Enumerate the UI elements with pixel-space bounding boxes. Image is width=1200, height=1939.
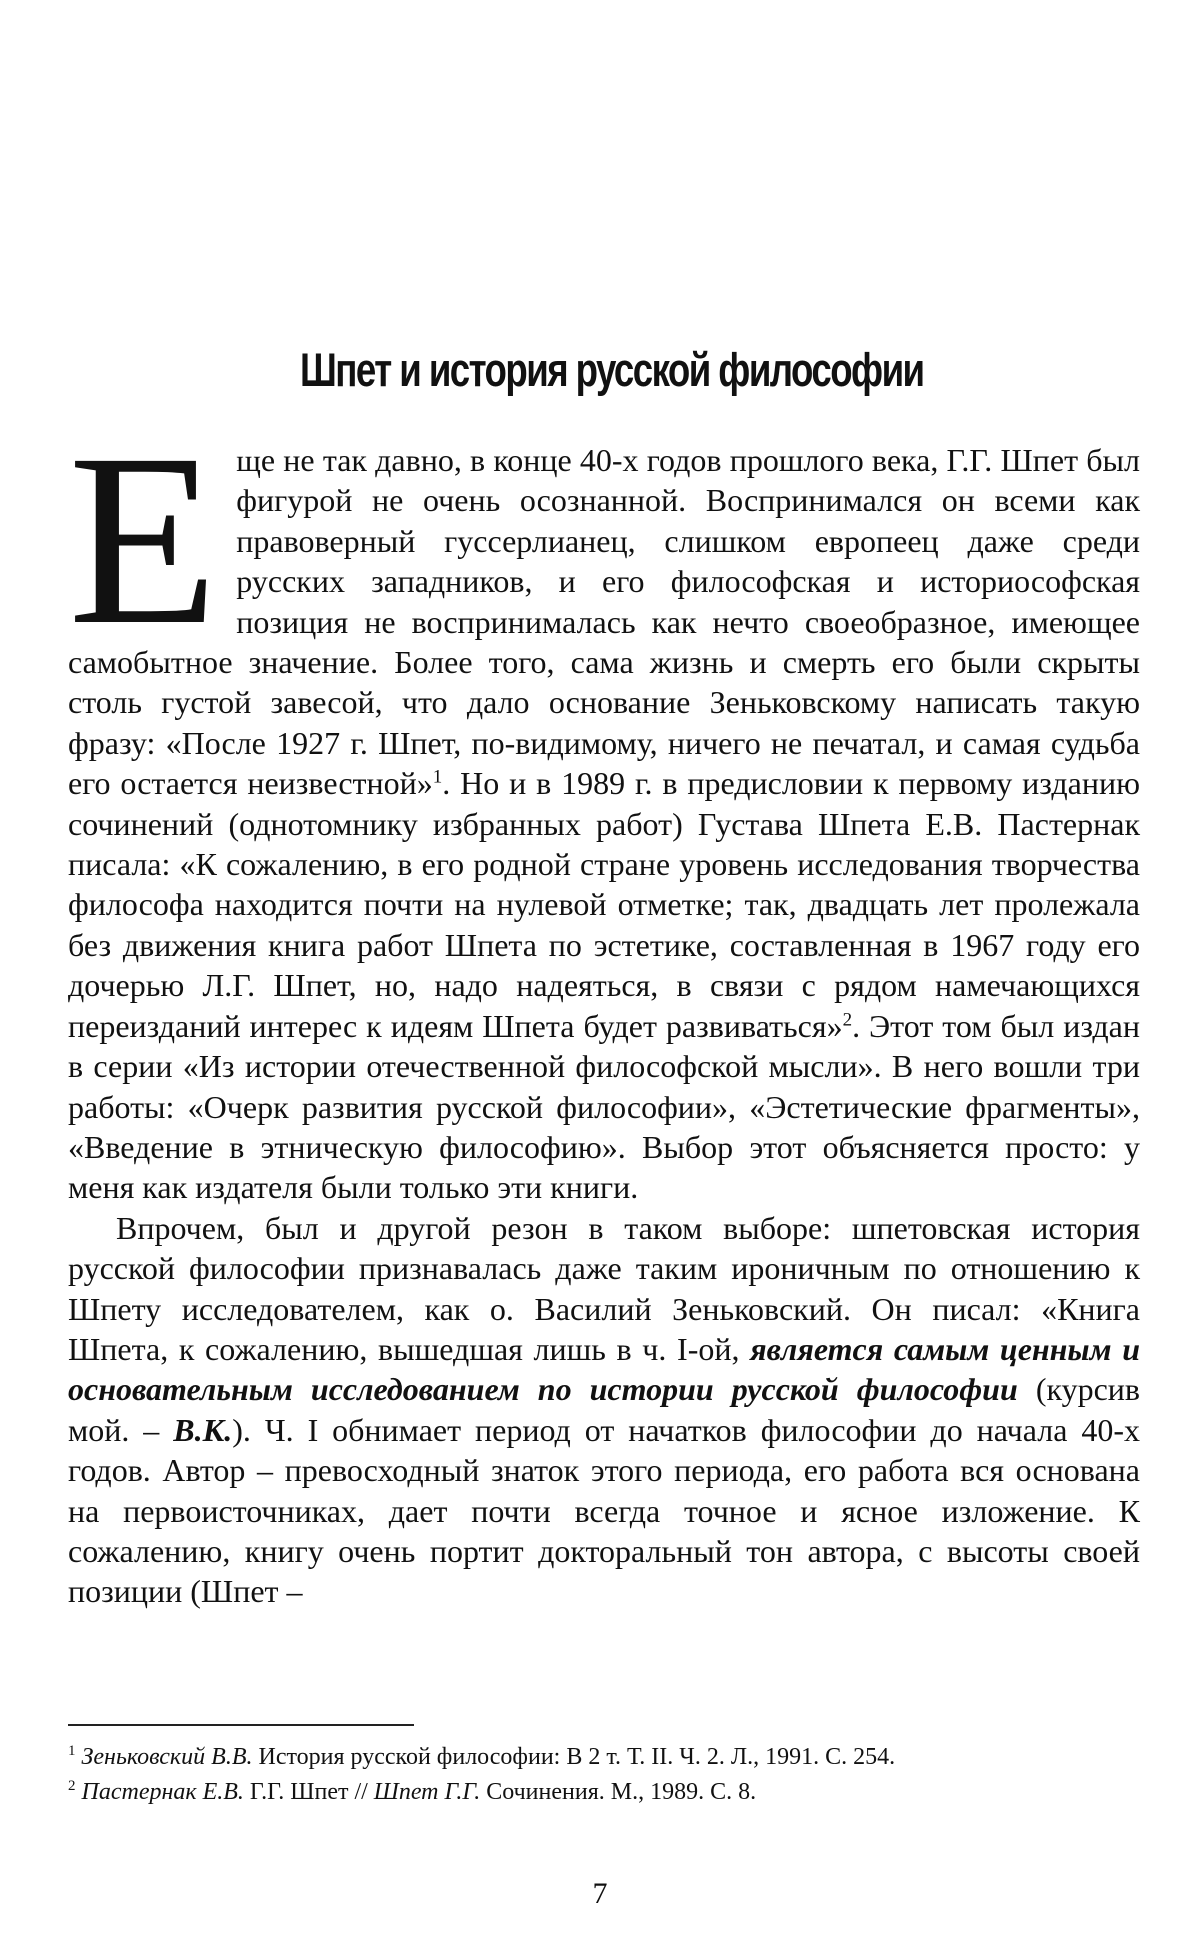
paragraph-2-text-a: Впрочем, был и другой резон в таком выборе: шпетовская история русской философии признавалась даже таким ироничным по отношению к Шпету исследователем, как о. Василий Зеньковский. Он писал: «Книга Шпета, к сожалению, вышедшая лишь в ч. I-ой, — [68, 1209, 1140, 1367]
footnote-text: Г.Г. Шпет // — [243, 1779, 374, 1805]
footnote-divider — [68, 1724, 414, 1726]
paragraph-2 — [68, 1208, 1140, 1612]
footnote-author-2: Шпет Г.Г. — [373, 1779, 481, 1805]
paragraph-1 — [68, 404, 1141, 1208]
footnotes — [68, 1740, 1140, 1810]
emphasized-quote: является самым ценным и основательным исследованием по истории русской философии — [68, 1330, 1141, 1408]
footnote-author: Зеньковский В.В. — [81, 1744, 253, 1770]
footnote-number: 1 — [68, 1743, 76, 1759]
footnote-1 — [68, 1740, 1140, 1775]
footnote-ref-2[interactable]: 2 — [842, 1009, 853, 1031]
footnote-text: История русской философии: В 2 т. Т. II. Ч. 2. Л., 1991. С. 254. — [252, 1744, 896, 1770]
drop-cap-letter: Е — [68, 404, 219, 676]
page-number: 7 — [592, 1877, 608, 1910]
footnote-number: 2 — [68, 1778, 76, 1794]
paragraph-1-text-c: . Этот том был издан в серии «Из истории отечественной философской мысли». В него вошли три работы: «Очерк развития русской философии», «Эстетические фрагменты», «Введение в этническую философию». Выбор этот объясняется просто: у меня как издателя были только эти книги. — [68, 1007, 1141, 1206]
paragraph-2-text-b: (курсив мой. – — [68, 1371, 1141, 1448]
footnote-ref-1[interactable]: 1 — [432, 766, 443, 788]
author-initials: В.К. — [173, 1411, 233, 1448]
paragraph-1-text-a: ще не так давно, в конце 40-х годов прошлого века, Г.Г. Шпет был фигурой не очень осознанной. Воспринимался он всеми как правоверный гуссерлианец, слишком европеец даже среди русских западников, и его философская и историософская позиция не воспринималась как нечто своеобразное, имеющее самобытное значение. Более того, сама жизнь и смерть его были скрыты столь густой завесой, что дало основание Зеньковскому написать такую фразу: «После 1927 г. Шпет, по-видимому, ничего не печатал, и самая судьба его остается неизвестной» — [68, 442, 1140, 802]
main-text — [68, 404, 1141, 1612]
footnote-text-2: Сочинения. М., 1989. С. 8. — [480, 1779, 757, 1805]
footnote-author: Пастернак Е.В. — [81, 1779, 244, 1805]
footnote-2 — [68, 1775, 1140, 1810]
paragraph-2-text-c: ). Ч. I обнимает период от начатков философии до начала 40-х годов. Автор – превосходный знаток этого периода, его работа вся основана на первоисточниках, дает почти всегда точное и ясное изложение. К сожалению, книгу очень портит докторальный тон автора, с высоты своей позиции (Шпет – — [68, 1411, 1140, 1610]
chapter-title: Шпет и история русской философии — [300, 343, 924, 396]
paragraph-1-text-b: . Но и в 1989 г. в предисловии к первому изданию сочинений (однотомнику избранных работ) Густава Шпета Е.В. Пастернак писала: «К сожалению, в его родной стране уровень исследования творчества философа находится почти на нулевой отметке; так, двадцать лет пролежала без движения книга работ Шпета по эстетике, составленная в 1967 году его дочерью Л.Г. Шпет, но, надо надеяться, в связи с рядом намечающихся переизданий интерес к идеям Шпета будет развиваться» — [68, 765, 1141, 1044]
